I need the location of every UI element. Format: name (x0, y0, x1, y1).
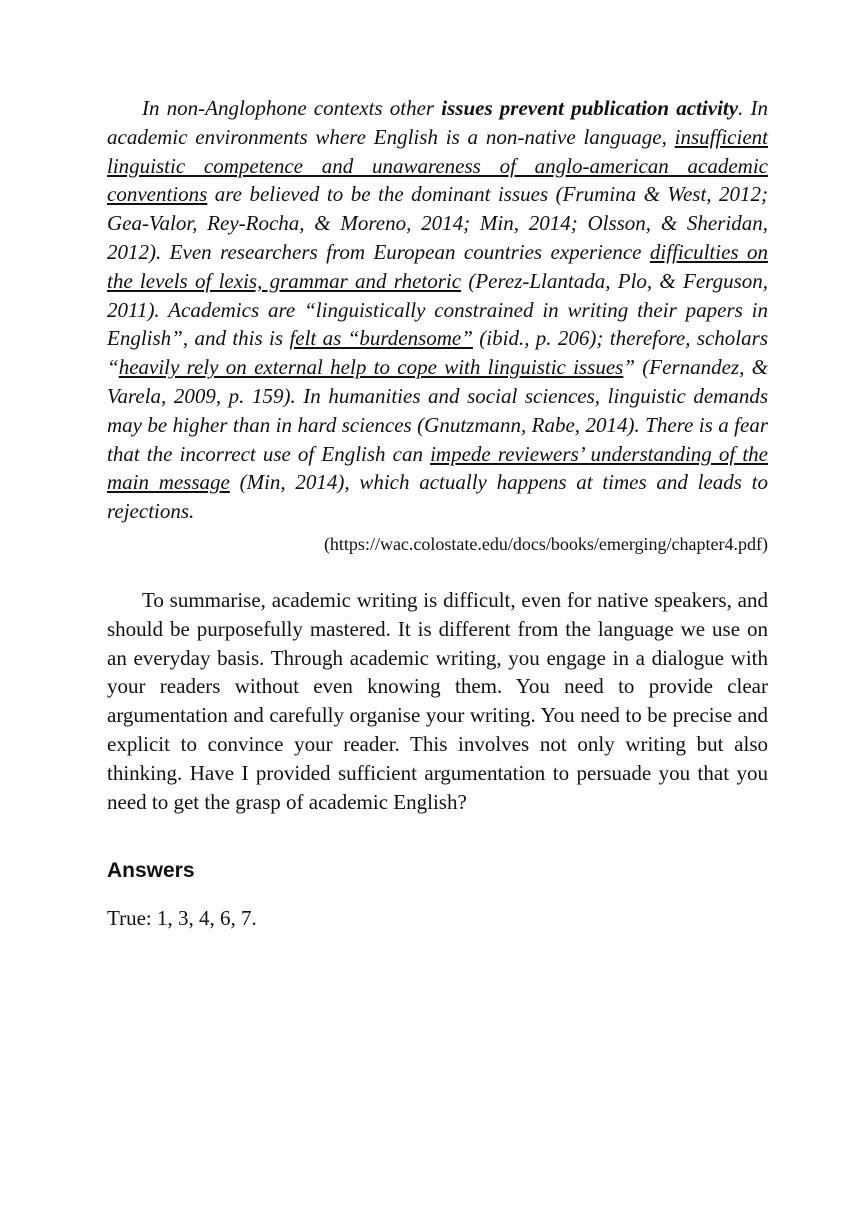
quote-underlined-text: heavily rely on external help to cope with linguistic issues (118, 355, 624, 380)
quote-text: (Min, 2014), which actually happens at times and leads to rejections. (107, 470, 768, 524)
answers-heading: Answers (107, 859, 195, 883)
quote-text: are believed to be the dominant issues (Frumina & West, 2012; Gea-Valor, Rey-Rocha, & Moreno, 2014; Min, 2014; Olsson, & Sheridan, 2012). Even researchers from European countries experience (107, 182, 768, 264)
quote-text: . In academic environments where English is a non-native language, (107, 96, 768, 149)
source-citation: (https://wac.colostate.edu/docs/books/emerging/chapter4.pdf) (323, 533, 768, 554)
quote-underlined-text: insufficient linguistic competence and unawareness of anglo-american academic conventions (107, 124, 768, 207)
answers-text: True: 1, 3, 4, 6, 7. (107, 906, 257, 931)
quote-text: In non-Anglophone contexts other (142, 96, 442, 120)
quoted-passage (107, 94, 768, 526)
summary-paragraph: To summarise, academic writing is difficult, even for native speakers, and should be purposefully mastered. It is different from the language we use on an everyday basis. Through academic writing, you engage in a dialogue with your readers without even knowing them. You need to provide clear argumentation and carefully organise your writing. You need to be precise and explicit to convince your reader. This involves not only writing but also thinking. Have I provided sufficient argumentation to persuade you that you need to get the grasp of academic English? (107, 587, 768, 814)
quote-underlined-text: difficulties on the levels of lexis, grammar and rhetoric (107, 239, 769, 293)
quote-underlined-text: felt as “burdensome” (289, 326, 473, 351)
quote-underlined-text: impede reviewers’ understanding of the main message (107, 441, 768, 495)
quote-bold-text: issues prevent publication activity (441, 96, 739, 120)
quote-text: (ibid., p. 206); therefore, scholars “ (107, 326, 768, 380)
document-page (107, 94, 768, 932)
quote-text: ” (Fernandez, & Varela, 2009, p. 159). In humanities and social sciences, linguistic demands may be higher than in hard sciences (Gnutzmann, Rabe, 2014). There is a fear that the incorrect use of English can (107, 355, 768, 466)
quote-text: (Perez-Llantada, Plo, & Ferguson, 2011). Academics are “linguistically constrained in writing their papers in English”, and this is (107, 268, 768, 351)
